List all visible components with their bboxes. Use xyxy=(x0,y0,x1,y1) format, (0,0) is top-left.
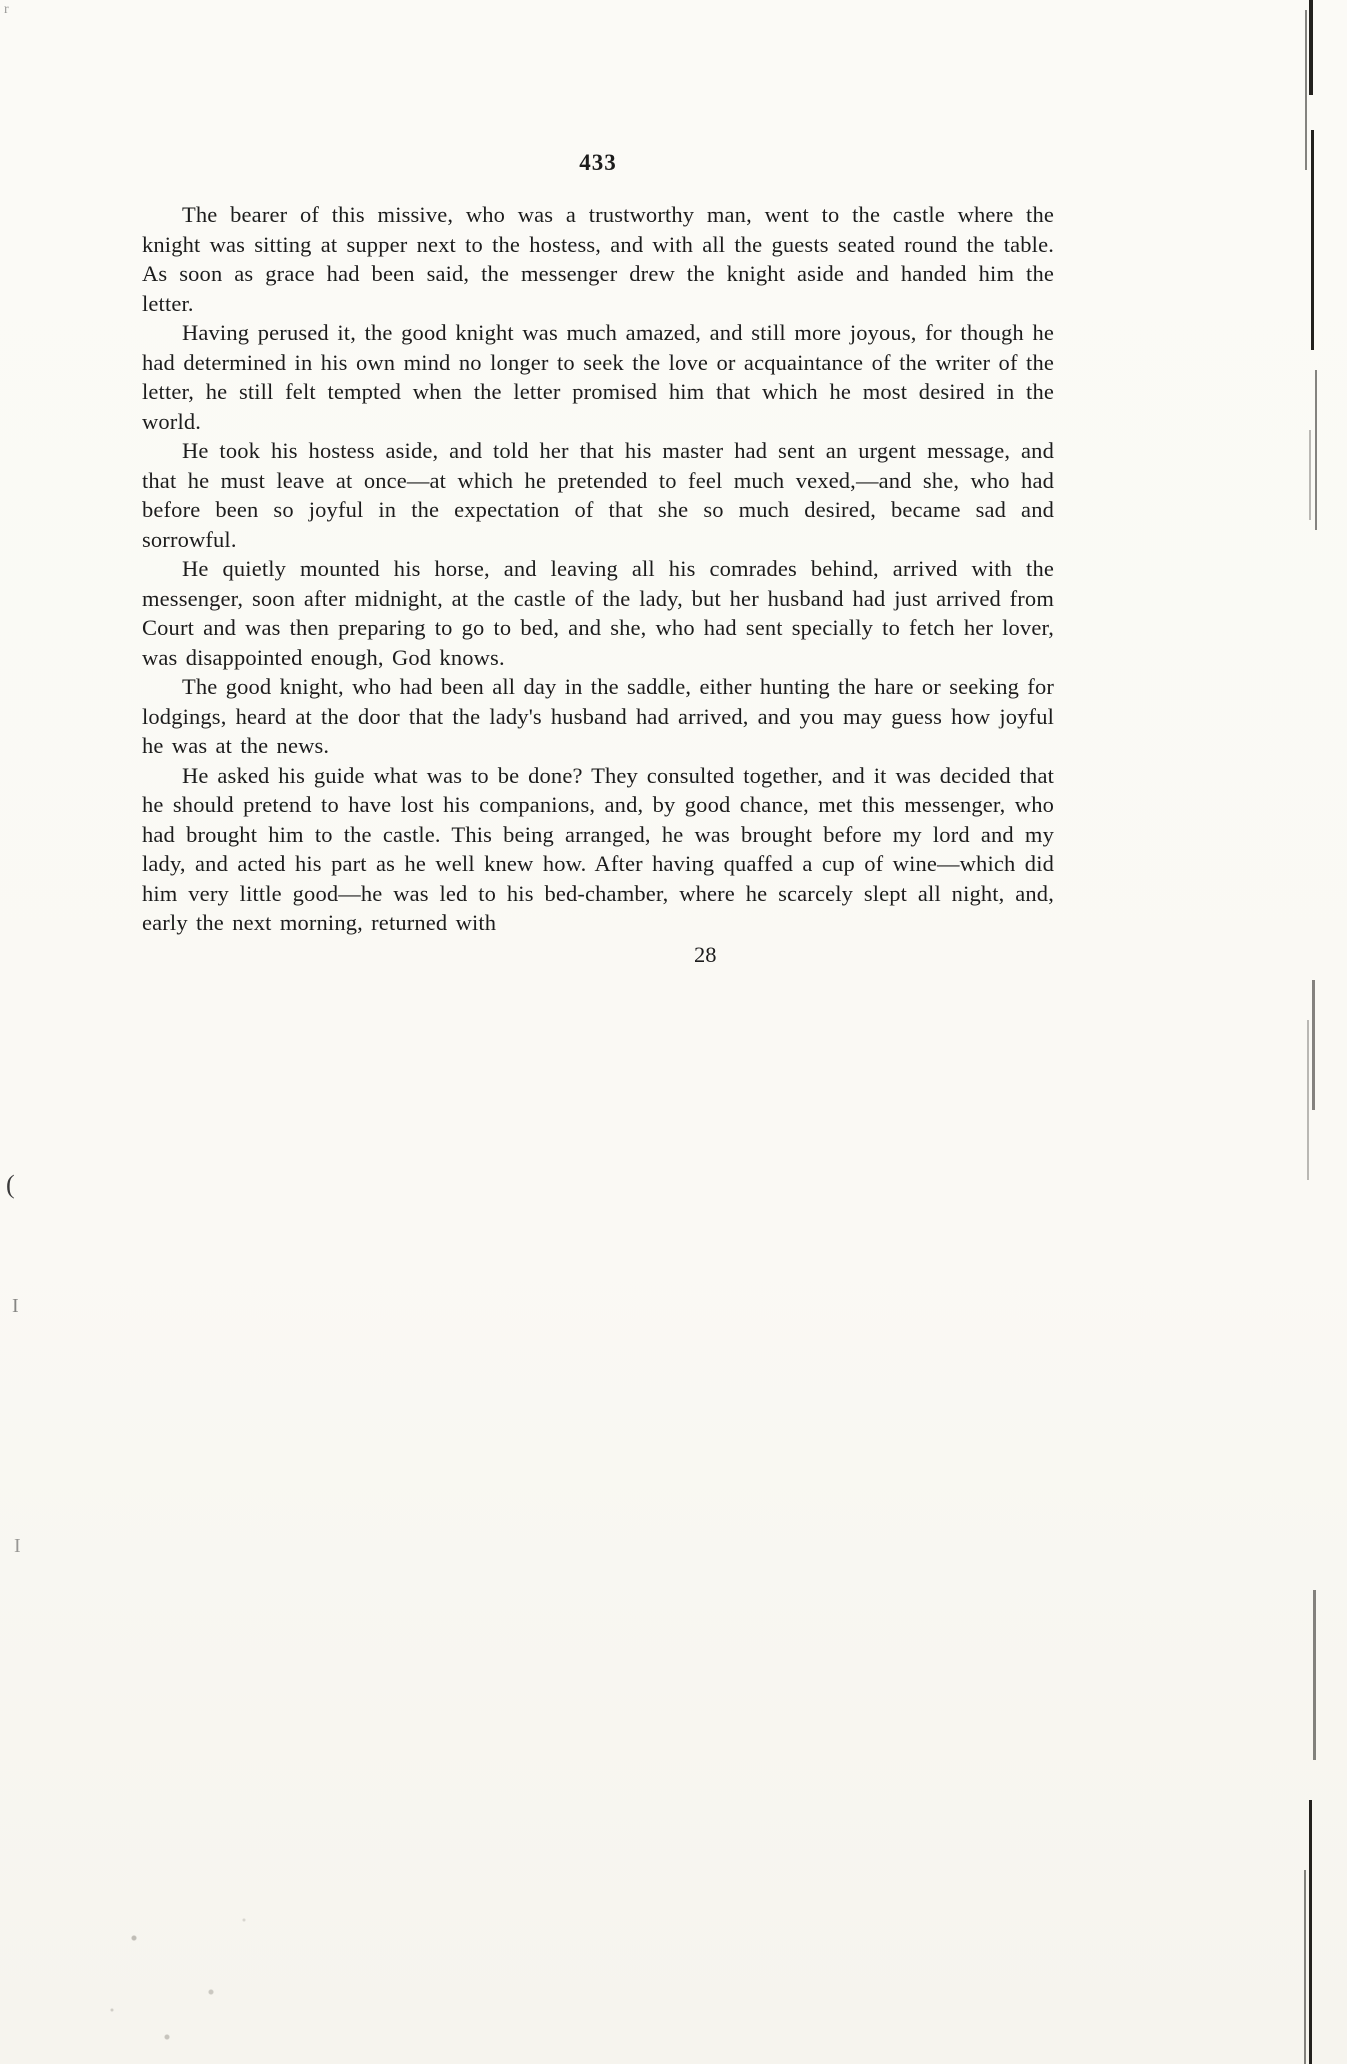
paragraph: Having perused it, the good knight was much amazed, and still more joyous, for though he had determined in his own mind no longer to seek the love or acquaintance of the writer of the letter, he still felt tempted when the letter promised him that which he most desired in the world. xyxy=(142,320,1054,434)
scan-artifact: ( xyxy=(6,1170,15,1199)
scan-artifact xyxy=(1304,1870,1306,2064)
body-text xyxy=(142,200,1054,938)
scan-artifact: I xyxy=(14,1535,21,1557)
text-column xyxy=(142,150,1054,969)
signature-number: 28 xyxy=(694,941,717,967)
paragraph: He took his hostess aside, and told her that his master had sent an urgent message, and that he must leave at once—at which he pretended to feel much vexed,—and she, who had before been so joyful in the expectation of that she so much desired, became sad and sorrowful. xyxy=(142,438,1054,552)
scan-artifact xyxy=(1309,1800,1312,2064)
paragraph: He asked his guide what was to be done? They consulted together, and it was decided that he should pretend to have lost his companions, and, by good chance, met this messenger, who had brought him to the castle. This being arranged, he was brought before my lord and my lady, and acted his part as he well knew how. After having quaffed a cup of wine—which did him very little good—he was led to his bed-chamber, where he scarcely slept all night, and, early the next morning, returned with xyxy=(142,762,1054,935)
scan-artifact xyxy=(1313,1590,1316,1760)
scan-artifact xyxy=(1312,980,1315,1110)
scan-artifact: r xyxy=(4,2,9,17)
scan-artifact xyxy=(1305,10,1307,170)
paragraph: The good knight, who had been all day in the saddle, either hunting the hare or seeking for lodgings, heard at the door that the lady's husband had arrived, and you may guess how joyful he was at the news. xyxy=(142,674,1054,758)
scan-artifact xyxy=(1315,370,1317,530)
paragraph: He quietly mounted his horse, and leaving all his comrades behind, arrived with the messenger, soon after midnight, at the castle of the lady, but her husband had just arrived from Court and was then preparing to go to bed, and she, who had sent specially to fetch her lover, was disappointed enough, God knows. xyxy=(142,556,1054,670)
scan-artifact xyxy=(1309,0,1313,95)
scan-artifact xyxy=(1311,130,1314,350)
scan-artifact xyxy=(90,1884,310,2064)
scan-artifact: I xyxy=(12,1295,19,1317)
paragraph: The bearer of this missive, who was a trustworthy man, went to the castle where the knight was sitting at supper next to the hostess, and with all the guests seated round the table. As soon as grace had been said, the messenger drew the knight aside and handed him the letter. xyxy=(142,202,1054,316)
scan-artifact xyxy=(1309,430,1311,520)
page-number-top: 433 xyxy=(579,150,617,175)
scan-artifact xyxy=(1307,1020,1309,1180)
